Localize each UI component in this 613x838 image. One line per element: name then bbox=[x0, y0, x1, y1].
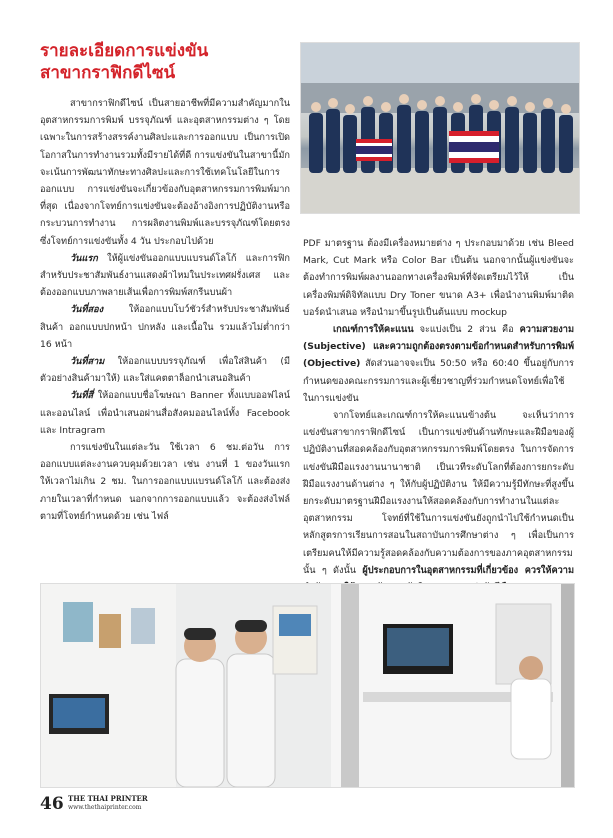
booth-photo bbox=[40, 583, 575, 788]
criteria-text-b: ความสวยงาม (Subjective) และความถูกต้องตรงตามข้อกำหนดสำหรับการพิมพ์ (Objective) bbox=[303, 324, 575, 370]
criteria-text-a: จะแบ่งเป็น 2 ส่วน คือ bbox=[419, 324, 514, 336]
page-number: 46 bbox=[40, 794, 64, 814]
article-title-line2: สาขากราฟิกดีไซน์ bbox=[40, 63, 176, 83]
conclusion-text-b: ผู้ประกอบการในอุตสาหกรรมที่เกี่ยวข้อง ควรให้ความ bbox=[362, 564, 574, 576]
left-column bbox=[40, 95, 290, 525]
brand-name: THE THAI PRINTER bbox=[68, 794, 148, 803]
day3-text: ให้ออกแบบบรรจุภัณฑ์ เพื่อใส่สินค้า (มีตัวอย่างสินค้ามาให้) และใส่แคตตาล็อกนำเสนอสินค้า bbox=[40, 356, 291, 385]
pdf-paragraph: PDF มาตรฐาน ต้องมีเครื่องหมายต่าง ๆ ประกอบมาด้วย เช่น Bleed Mark, Cut Mark หรือ Color Bar เป็นต้น นอกจากนั้นผู้แข่งขันจะต้องทำการพิมพ์ผลงานออกทางเครื่องพิมพ์ที่จัดเตรียมไว้ให้ เป็นเครื่องพิมพ์ดิจิทัลแบบ Dry Toner ขนาด A3+ เพื่อนำงานพิมพ์มาติดบอร์ดนำเสนอ หรือนำมาขึ้นรูปเป็นต้นแบบ mockup bbox=[303, 238, 574, 318]
right-column bbox=[303, 235, 574, 596]
day3-paragraph bbox=[40, 353, 290, 387]
day3-label: วันที่สาม bbox=[70, 356, 105, 368]
day2-label: วันที่สอง bbox=[70, 304, 104, 316]
day4-text: ให้ออกแบบชื่อโฆษณา Banner ทั้งแบบออฟไลน์และออนไลน์ เพื่อนำเสนอผ่านสื่อสังคมออนไลน์ทั้ง Facebook และ Intragram bbox=[40, 390, 291, 436]
criteria-text-c: สัดส่วนอาจจะเป็น 50:50 หรือ 60:40 ขึ้นอยู่กับการกำหนดของคณะกรรมการและผู้เชี่ยวชาญที่ร่วมกำหนดโจทย์เพื่อใช้ในการแข่งขัน bbox=[303, 358, 574, 404]
article-title-line1: รายละเอียดการแข่งขัน bbox=[40, 41, 209, 61]
day4-paragraph bbox=[40, 387, 290, 439]
day2-text: ให้ออกแบบโบว์ชัวร์สำหรับประชาสัมพันธ์สินค้า ออกแบบปกหน้า ปกหลัง และเนื้อใน รวมแล้วไม่ต่ำกว่า 16 หน้า bbox=[40, 304, 290, 350]
conclusion-paragraph bbox=[303, 407, 574, 596]
group-photo-icon bbox=[301, 43, 579, 213]
magazine-brand bbox=[68, 794, 148, 812]
article-title bbox=[40, 40, 280, 84]
criteria-label: เกณฑ์การให้คะแนน bbox=[333, 324, 414, 336]
team-photo bbox=[300, 42, 580, 214]
conclusion-text-a: จากโจทย์และเกณฑ์การให้คะแนนข้างต้น จะเห็นว่าการแข่งขันสาขากราฟิกดีไซน์ เป็นการแข่งขันด้านทักษะและฝีมือของผู้ปฏิบัติงานที่สอดคล้องกับอุตสาหกรรมการพิมพ์โดยตรง ในการจัดการแข่งขันฝีมือแรงงานนานาชาติ เป็นเวทีระดับโลกที่ต้องการยกระดับฝีมือแรงงานด้านต่าง ๆ ให้กับผู้ปฏิบัติงาน ให้มีความรู้มีทักษะที่สูงขึ้น ยกระดับมาตรฐานฝีมือแรงงานให้สอดคล้องกับการทำงานในแต่ละอุตสาหกรรม โจทย์ที่ใช้ในการแข่งขันยังถูกนำไปใช้กำหนดเป็นหลักสูตรการเรียนการสอนในสถาบันการศึกษาต่าง ๆ เพื่อเป็นการเตรียมคนให้มีความรู้สอดคล้องกับความต้องการของภาคอุตสาหกรรมนั้น ๆ ดังนั้น bbox=[303, 410, 574, 576]
time-paragraph: การแข่งขันในแต่ละวัน ใช้เวลา 6 ชม.ต่อวัน การออกแบบแต่ละงานควบคุมด้วยเวลา เช่น งานที่ 1 ของวันแรก ให้เวลาไม่เกิน 2 ชม. ในการออกแบบแบรนด์โลโก้ และต้องส่งภายในเวลาที่กำหนด นอกจากการออกแบบแล้ว จะต้องส่งไฟล์ตามที่โจทย์กำหนดด้วย เช่น ไฟล์ bbox=[40, 442, 290, 522]
day1-label: วันแรก bbox=[70, 252, 98, 264]
day1-text: ให้ผู้แข่งขันออกแบบแบรนด์โลโก้ และการฟิกสำหรับประชาสัมพันธ์งานแสดงผ้าไหมในประเทศฝรั่งเศส และต้องออกแบบภาพลายเส้นเพื่อการพิมพ์สกรีนบนผ้า bbox=[40, 252, 290, 299]
intro-paragraph: สาขากราฟิกดีไซน์ เป็นสายอาชีพที่มีความสำคัญมากในอุตสาหกรรมการพิมพ์ บรรจุภัณฑ์ และอุตสาหกรรมต่าง ๆ โดยเฉพาะในการสร้างสรรค์งานศิลปะและการออกแบบ เป็นการเปิดโอกาสในการทำงานรวมทั้งมีรายได้ที่ดี การแข่งขันในสาขานี้มักจะเน้นการพัฒนาทักษะทางศิลปะและการใช้เทคโนโลยีในการออกแบบ การแข่งขันจะเกี่ยวข้องกับอุตสาหกรรมการพิมพ์มากที่สุด เนื่องจากโจทย์การแข่งขันจะต้องอ้างอิงการปฏิบัติงานหรือกระบวนการทำงาน การผลิตงานพิมพ์และบรรจุภัณฑ์โดยตรง ซึ่งโจทย์การแข่งขันทั้ง 4 วัน ประกอบไปด้วย bbox=[40, 98, 290, 247]
criteria-paragraph bbox=[303, 321, 574, 407]
day1-paragraph bbox=[40, 250, 290, 302]
day4-label: วันที่สี่ bbox=[70, 390, 94, 402]
competition-booth-photo-icon bbox=[41, 584, 574, 787]
brand-url: www.thethaiprinter.com bbox=[68, 804, 142, 811]
day2-paragraph bbox=[40, 301, 290, 353]
